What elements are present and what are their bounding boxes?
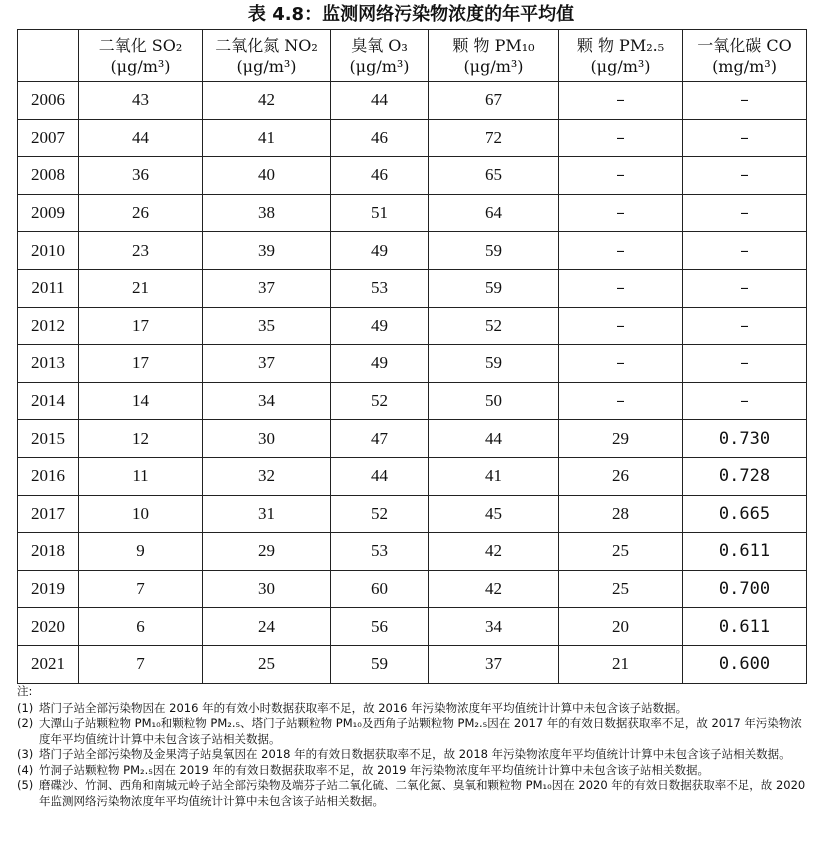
footnotes-heading: 注: [17,684,33,698]
pm10-cell: 41 [429,457,559,495]
pm25-cell: 21 [559,645,683,683]
pm10-cell: 34 [429,608,559,646]
pm25-cell: – [559,157,683,195]
so2-cell: 9 [79,533,203,571]
no2-cell: 37 [203,269,331,307]
o3-cell: 53 [331,533,429,571]
co-cell: 0.611 [683,533,807,571]
pm10-cell: 59 [429,232,559,270]
footnotes [17,684,807,809]
so2-cell: 17 [79,345,203,383]
so2-cell: 14 [79,382,203,420]
year-cell: 2021 [18,645,79,683]
table-row [18,119,807,157]
no2-cell: 31 [203,495,331,533]
no2-cell: 32 [203,457,331,495]
co-cell: 0.728 [683,457,807,495]
pm10-cell: 67 [429,82,559,120]
o3-cell: 56 [331,608,429,646]
pm10-cell: 44 [429,420,559,458]
year-cell: 2013 [18,345,79,383]
pm25-cell: 29 [559,420,683,458]
table-row [18,269,807,307]
year-cell: 2018 [18,533,79,571]
pm25-cell: – [559,119,683,157]
pm10-cell: 42 [429,570,559,608]
pm25-cell: 26 [559,457,683,495]
pm25-cell: 20 [559,608,683,646]
o3-cell: 44 [331,82,429,120]
table-row [18,157,807,195]
co-cell: – [683,82,807,120]
year-cell: 2017 [18,495,79,533]
year-cell: 2011 [18,269,79,307]
pm25-cell: – [559,307,683,345]
o3-cell: 60 [331,570,429,608]
so2-cell: 12 [79,420,203,458]
year-cell: 2008 [18,157,79,195]
so2-cell: 44 [79,119,203,157]
co-cell: – [683,307,807,345]
pm25-cell: – [559,194,683,232]
so2-cell: 23 [79,232,203,270]
so2-cell: 7 [79,645,203,683]
co-cell: – [683,382,807,420]
no2-cell: 35 [203,307,331,345]
header-pm10: 颗 物 PM₁₀ (μg/m³) [429,30,559,82]
header-co: 一氧化碳 CO (mg/m³) [683,30,807,82]
footnote: (3) 塔门子站全部污染物及金果湾子站臭氧因在 2018 年的有效日数据获取率不足，故 2018 年污染物浓度年平均值统计计算中未包含该子站相关数据。 [17,747,791,761]
o3-cell: 52 [331,382,429,420]
pm25-cell: 28 [559,495,683,533]
footnote: (5) 磨碟沙、竹洞、西角和南城元岭子站全部污染物及端芬子站二氧化硫、二氧化氮、臭氧和颗粒物 PM₁₀因在 2020 年的有效日数据获取率不足，故 2020 年监测网络污染物浓度年平均值统计计算中未包含该子站相关数据。 [17,778,806,808]
so2-cell: 26 [79,194,203,232]
pm25-cell: 25 [559,570,683,608]
pm25-cell: – [559,269,683,307]
co-cell: 0.600 [683,645,807,683]
o3-cell: 44 [331,457,429,495]
no2-cell: 29 [203,533,331,571]
pm10-cell: 64 [429,194,559,232]
co-cell: – [683,194,807,232]
so2-cell: 43 [79,82,203,120]
table-row [18,82,807,120]
year-cell: 2020 [18,608,79,646]
pm25-cell: – [559,345,683,383]
year-cell: 2010 [18,232,79,270]
o3-cell: 46 [331,119,429,157]
pm10-cell: 37 [429,645,559,683]
o3-cell: 52 [331,495,429,533]
no2-cell: 40 [203,157,331,195]
no2-cell: 30 [203,420,331,458]
o3-cell: 49 [331,307,429,345]
o3-cell: 46 [331,157,429,195]
co-cell: 0.611 [683,608,807,646]
pm10-cell: 59 [429,345,559,383]
no2-cell: 39 [203,232,331,270]
table-row [18,608,807,646]
table-row [18,232,807,270]
pm10-cell: 45 [429,495,559,533]
so2-cell: 10 [79,495,203,533]
pm25-cell: – [559,382,683,420]
so2-cell: 36 [79,157,203,195]
o3-cell: 59 [331,645,429,683]
header-pm25: 颗 物 PM₂.₅ (μg/m³) [559,30,683,82]
year-cell: 2007 [18,119,79,157]
so2-cell: 6 [79,608,203,646]
pm10-cell: 42 [429,533,559,571]
pm25-cell: – [559,232,683,270]
table-row [18,495,807,533]
pm10-cell: 50 [429,382,559,420]
so2-cell: 11 [79,457,203,495]
pm10-cell: 59 [429,269,559,307]
header-corner-cell [18,30,79,82]
co-cell: 0.730 [683,420,807,458]
so2-cell: 17 [79,307,203,345]
pm10-cell: 65 [429,157,559,195]
no2-cell: 34 [203,382,331,420]
year-cell: 2012 [18,307,79,345]
co-cell: – [683,269,807,307]
o3-cell: 49 [331,232,429,270]
header-so2: 二氧化 SO₂ (μg/m³) [79,30,203,82]
year-cell: 2014 [18,382,79,420]
pollutant-table [17,29,807,684]
year-cell: 2015 [18,420,79,458]
pm25-cell: – [559,82,683,120]
table-body [18,82,807,684]
no2-cell: 24 [203,608,331,646]
header-o3: 臭氧 O₃ (μg/m³) [331,30,429,82]
so2-cell: 7 [79,570,203,608]
so2-cell: 21 [79,269,203,307]
footnote: (4) 竹洞子站颗粒物 PM₂.₅因在 2019 年的有效日数据获取率不足，故 2019 年污染物浓度年平均值统计计算中未包含该子站相关数据。 [17,762,710,777]
co-cell: – [683,232,807,270]
pm25-cell: 25 [559,533,683,571]
year-cell: 2009 [18,194,79,232]
table-title: 表 4.8：监测网络污染物浓度的年平均值 [247,4,575,25]
table-row [18,382,807,420]
table-row [18,645,807,683]
o3-cell: 51 [331,194,429,232]
co-cell: – [683,157,807,195]
pm10-cell: 52 [429,307,559,345]
o3-cell: 47 [331,420,429,458]
no2-cell: 41 [203,119,331,157]
year-cell: 2016 [18,457,79,495]
table-row [18,457,807,495]
year-cell: 2006 [18,82,79,120]
footnote: (1) 塔门子站全部污染物因在 2016 年的有效小时数据获取率不足，故 2016 年污染物浓度年平均值统计计算中未包含该子站数据。 [17,700,688,715]
table-row [18,533,807,571]
co-cell: 0.700 [683,570,807,608]
co-cell: – [683,119,807,157]
no2-cell: 38 [203,194,331,232]
table-row [18,307,807,345]
header-row [18,30,807,82]
no2-cell: 30 [203,570,331,608]
co-cell: 0.665 [683,495,807,533]
pm10-cell: 72 [429,119,559,157]
o3-cell: 53 [331,269,429,307]
no2-cell: 25 [203,645,331,683]
no2-cell: 37 [203,345,331,383]
header-no2: 二氧化氮 NO₂ (μg/m³) [203,30,331,82]
year-cell: 2019 [18,570,79,608]
o3-cell: 49 [331,345,429,383]
table-row [18,420,807,458]
footnote: (2) 大潭山子站颗粒物 PM₁₀和颗粒物 PM₂.₅、塔门子站颗粒物 PM₁₀及西角子站颗粒物 PM₂.₅因在 2017 年的有效日数据获取率不足，故 2017 年污染物浓度年平均值统计计算中未包含该子站相关数据。 [17,716,802,746]
no2-cell: 42 [203,82,331,120]
table-row [18,194,807,232]
table-row [18,570,807,608]
co-cell: – [683,345,807,383]
table-row [18,345,807,383]
